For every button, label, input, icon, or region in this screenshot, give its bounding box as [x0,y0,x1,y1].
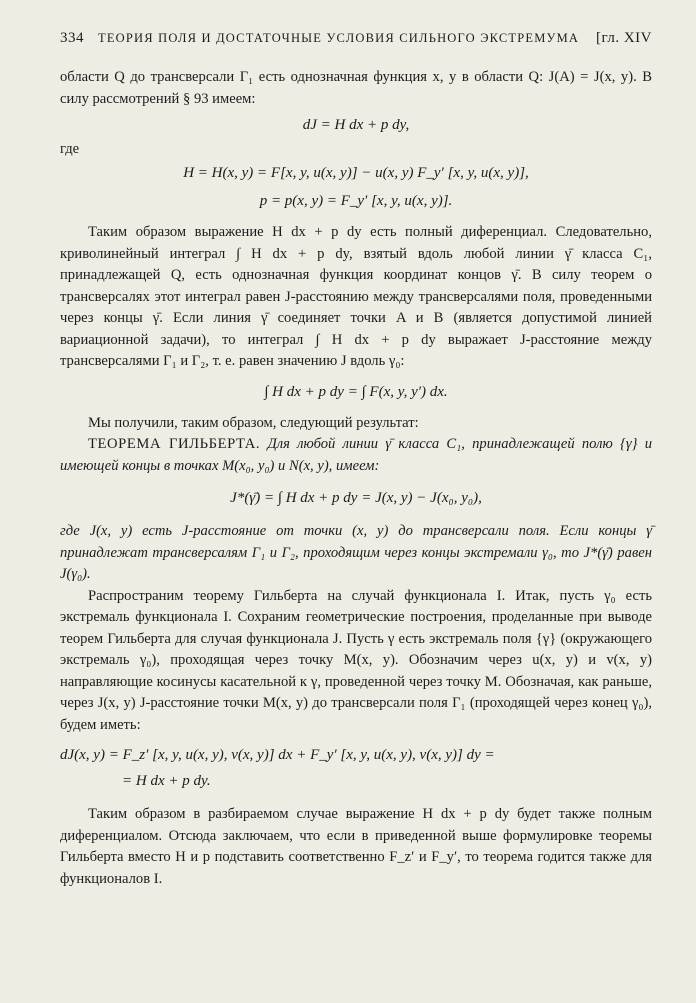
equation-dj-result: = H dx + p dy. [122,773,211,789]
theorem-statement: Для любой линии γ̄ класса C₁, принадлежащей полю {γ} и имеющей концы в точках M(x₀, y₀) и N(x, y), имеем: [60,436,652,474]
running-header [60,30,652,47]
paragraph-4: Распространим теорему Гильберта на случай функционала I. Итак, пусть γ₀ есть экстремаль функционала I. Сохраним геометрические построения, проделанные при выводе теорем Гильберта для случая функционала J. Пусть γ есть экстремаль поля {γ} (окружающего экстремаль γ₀), проходящая через точку M(x, y). Обозначим через u(x, y) и v(x, y) направляющие косинусы касательной к γ, проведенной через точку M. Обозначая, как раньше, через J(x, y) J-расстояние точки M(x, y) до трансверсали поля Γ₁ (проходящей через конец γ₀), будем иметь: [60,587,652,733]
paragraph-3: Мы получили, таким образом, следующий результат: [88,414,419,431]
paragraph-5: Таким образом в разбираемом случае выражение H dx + p dy будет также полным диференциалом. Отсюда заключаем, что если в приведенной выше формулировке теоремы Гильберта вместо H и p подставить соответственно F_z′ и F_y′, то теорема годится также для функционалов I. [60,806,652,887]
running-head-title: ТЕОРИЯ ПОЛЯ И ДОСТАТОЧНЫЕ УСЛОВИЯ СИЛЬНОГО ЭКСТРЕМУМА [98,31,580,45]
paragraph-2: Таким образом выражение H dx + p dy есть полный диференциал. Следовательно, криволинейный интеграл ∫ H dx + p dy, взятый вдоль любой линии γ̄ класса C₁, принадлежащей Q, есть однозначная функция координат концов γ̄. В силу теорем о трансверсалях этот интеграл равен J-расстоянию между трансверсалями поля, проведенными через концы γ̄. Если линия γ̄ соединяет точки A и B (является допустимой линией вариационной задачи), то интеграл ∫ H dx + p dy выражает J-расстояние между трансверсалями Γ₁ и Γ₂, т. е. равен значению J вдоль γ₀: [60,224,652,369]
equation-hilbert: J*(γ̄) = ∫ H dx + p dy = J(x, y) − J(x₀, y₀), [230,490,482,506]
paragraph-1: области Q до трансверсали Γ₁ есть однозначная функция x, y в области Q: J(A) = J(x, y). В силу рассмотрений § 93 имеем: [60,69,652,107]
theorem-heading: ТЕОРЕМА ГИЛЬБЕРТА. [88,436,261,452]
equation-h: H = H(x, y) = F[x, y, u(x, y)] − u(x, y) F_y′ [x, y, u(x, y)], [183,165,529,181]
equation-integral-equality: ∫ H dx + p dy = ∫ F(x, y, y′) dx. [264,383,448,400]
where-label: где [60,141,80,157]
chapter-marker: [гл. XIV [595,30,652,46]
equation-dj-functional-i: dJ(x, y) = F_z′ [x, y, u(x, y), v(x, y)] dx + F_y′ [x, y, u(x, y), v(x, y)] dy = [60,747,495,763]
page-number: 334 [60,30,84,46]
theorem [60,434,652,477]
theorem-conclusion: где J(x, y) есть J-расстояние от точки (x, y) до трансверсали поля. Если концы γ̄ принадлежат трансверсалям Γ₁ и Γ₂, проходящим через концы экстремали γ₀, то J*(γ̄) равен J(γ₀). [60,523,652,582]
equation-p: p = p(x, y) = F_y′ [x, y, u(x, y)]. [259,193,453,209]
equation-dj: dJ = H dx + p dy, [302,117,410,133]
